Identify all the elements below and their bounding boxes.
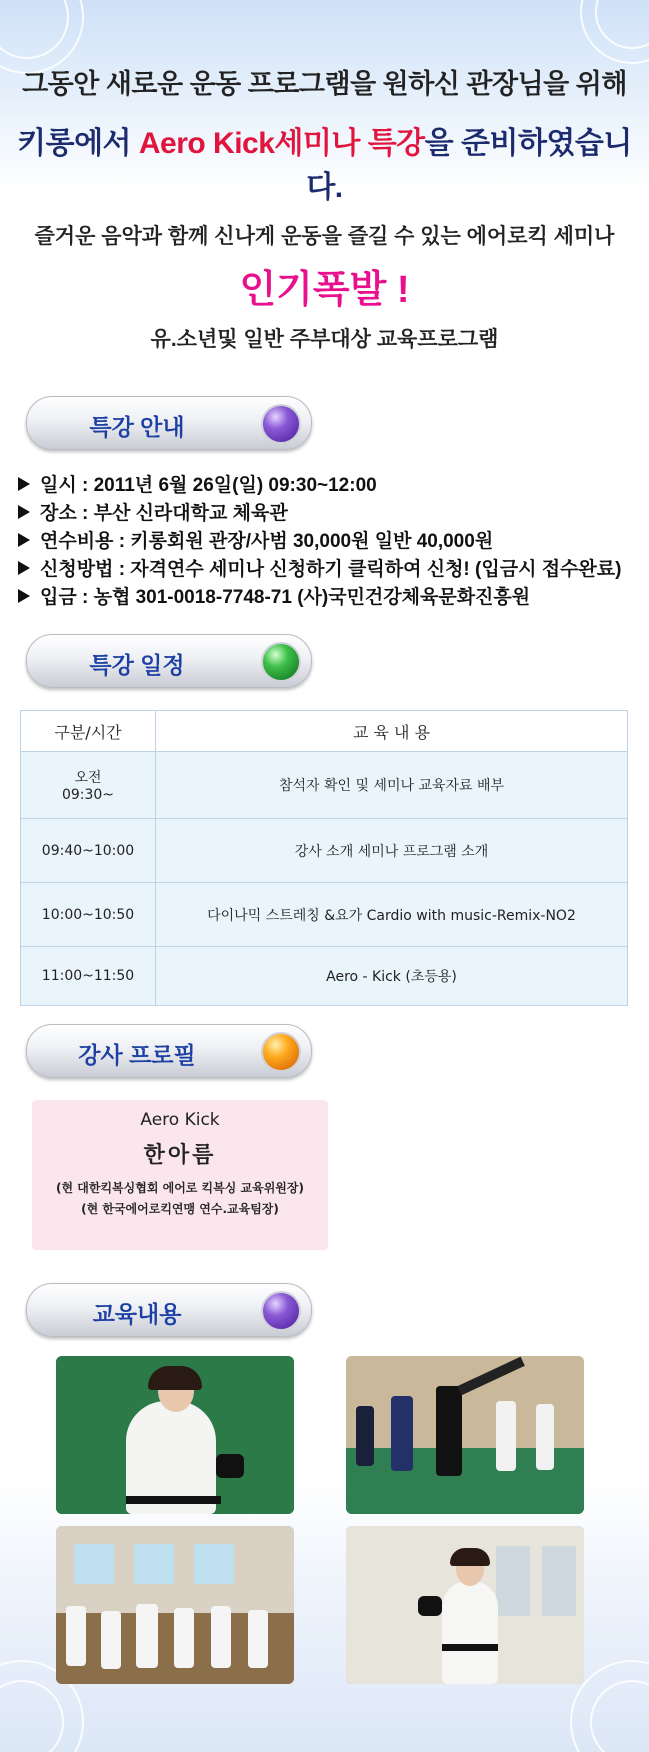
info-item-text: 연수비용 : 키롱회원 관장/사범 30,000원 일반 40,000원 [40, 531, 494, 552]
triangle-bullet-icon [18, 477, 30, 491]
table-cell-time: 11:00~11:50 [21, 947, 156, 1006]
profile-title2: (현 한국에어로킥연맹 연수.교육팀장) [81, 1202, 279, 1216]
info-item-fee [18, 528, 648, 556]
hero-line2-c: 을 준비하였습니다. [306, 127, 632, 204]
purple-ball-icon [261, 1291, 301, 1331]
info-item-text: 입금 : 농협 301-0018-7748-71 (사)국민건강체육문화진흥원 [40, 587, 531, 608]
section-header-profile [26, 1024, 312, 1078]
hero-line2-a: 키롱에서 [17, 127, 139, 160]
section-header-schedule [26, 634, 312, 688]
intro-tagline: 즐거운 음악과 함께 신나게 운동을 즐길 수 있는 에어로킥 세미나 [34, 225, 615, 248]
triangle-bullet-icon [18, 589, 30, 603]
info-item-place [18, 500, 648, 528]
table-cell-time: 09:40~10:00 [21, 819, 156, 883]
triangle-bullet-icon [18, 505, 30, 519]
time-label: 오전 [74, 770, 102, 786]
section-guide-label: 특강 안내 [89, 414, 185, 440]
table-row [21, 947, 628, 1006]
table-header-time: 구분/시간 [21, 711, 156, 752]
intro-target: 유.소년및 일반 주부대상 교육프로그램 [150, 328, 499, 351]
photo-gym-class [56, 1526, 294, 1684]
info-item-deposit [18, 584, 648, 612]
table-row [21, 752, 628, 819]
photo-instructor-punch [346, 1526, 584, 1684]
info-item-text: 신청방법 : 자격연수 세미나 신청하기 클릭하여 신청! (입금시 접수완료) [40, 559, 622, 580]
hero-line1: 그동안 새로운 운동 프로그램을 원하신 관장님을 위해 [22, 69, 627, 99]
table-row [21, 819, 628, 883]
table-row [21, 883, 628, 947]
table-cell-content: Aero - Kick (초등용) [156, 947, 628, 1006]
info-item-text: 일시 : 2011년 6월 26일(일) 09:30~12:00 [40, 475, 377, 496]
info-item-apply [18, 556, 648, 584]
orange-ball-icon [261, 1032, 301, 1072]
intro-highlight: 인기폭발 ! [239, 269, 410, 311]
green-ball-icon [261, 642, 301, 682]
profile-title1: (현 대한킥복싱협회 에어로 킥복싱 교육위원장) [56, 1181, 304, 1195]
section-header-guide [26, 396, 312, 450]
profile-name: 한아름 [143, 1143, 217, 1168]
schedule-table [20, 710, 628, 1006]
section-header-content [26, 1283, 312, 1337]
hero-line2-highlight: Aero Kick세미나 특강 [138, 127, 425, 160]
section-profile-label: 강사 프로필 [78, 1042, 196, 1068]
info-item-date [18, 472, 648, 500]
instructor-profile-card [32, 1100, 328, 1250]
info-item-text: 장소 : 부산 신라대학교 체육관 [40, 503, 288, 524]
triangle-bullet-icon [18, 561, 30, 575]
photo-instructor-guard [56, 1356, 294, 1514]
table-header-content: 교 육 내 용 [156, 711, 628, 752]
info-list [18, 472, 648, 612]
triangle-bullet-icon [18, 533, 30, 547]
time-label: 09:30~ [61, 787, 115, 803]
table-header-row [21, 711, 628, 752]
section-content-label: 교육내용 [92, 1301, 182, 1327]
table-cell-time: 10:00~10:50 [21, 883, 156, 947]
hero-banner [0, 0, 649, 204]
section-schedule-label: 특강 일정 [89, 652, 185, 678]
table-cell-content: 강사 소개 세미나 프로그램 소개 [156, 819, 628, 883]
purple-ball-icon [261, 404, 301, 444]
table-cell-time [21, 752, 156, 819]
hero-line2 [0, 118, 649, 206]
profile-program: Aero Kick [140, 1110, 220, 1130]
photo-group-kick [346, 1356, 584, 1514]
intro-block [0, 220, 649, 353]
table-cell-content: 다이나믹 스트레칭 &요가 Cardio with music-Remix-NO2 [156, 883, 628, 947]
table-cell-content: 참석자 확인 및 세미나 교육자료 배부 [156, 752, 628, 819]
